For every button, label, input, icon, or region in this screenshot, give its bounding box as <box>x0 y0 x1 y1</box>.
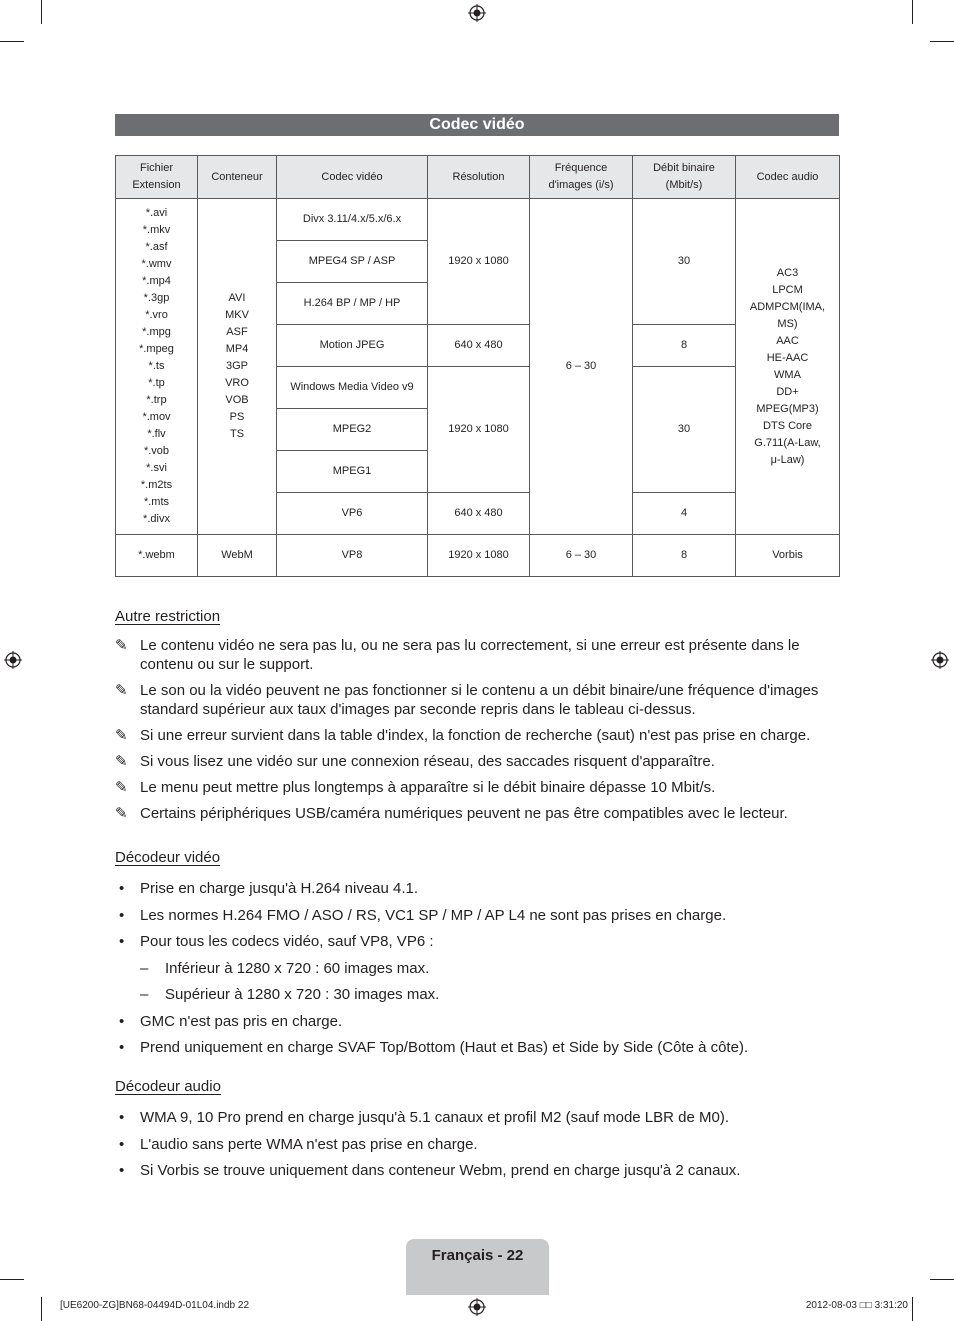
crop-mark <box>912 1297 913 1321</box>
bullet-icon: • <box>119 906 125 924</box>
crop-mark <box>0 1279 24 1280</box>
bullet-icon: • <box>119 933 125 950</box>
decodeur-audio-heading: Décodeur audio <box>115 1078 221 1095</box>
codec-cell: MPEG4 SP / ASP <box>277 241 428 283</box>
bullet-icon: • <box>119 1135 125 1153</box>
pencil-note-icon: ✎ <box>115 727 128 744</box>
resolution-cell: 1920 x 1080 <box>428 367 530 493</box>
bullet-icon: • <box>119 1109 125 1126</box>
registration-mark-icon <box>468 4 486 22</box>
dash-icon: – <box>140 986 149 1003</box>
resolution-cell: 1920 x 1080 <box>428 199 530 325</box>
webm-cell: *.webm <box>116 535 198 577</box>
pencil-note-icon: ✎ <box>115 682 128 699</box>
audio-decoder-list <box>115 1108 839 1188</box>
header-cell: Débit binaire (Mbit/s) <box>633 156 736 199</box>
header-cell: Résolution <box>428 156 530 199</box>
header-cell: Conteneur <box>198 156 277 199</box>
containers-cell: AVI MKV ASF MP4 3GP VRO VOB PS TS <box>198 199 277 535</box>
bullet-icon: • <box>119 1162 125 1179</box>
header-cell: Fréquence d'images (i/s) <box>530 156 633 199</box>
pencil-note-icon: ✎ <box>115 753 128 770</box>
list-item: ✎ Le contenu vidéo ne sera pas lu, ou ne sera pas lu correctement, si une erreur est présente dans le contenu ou sur le support. <box>115 637 800 673</box>
codec-cell: VP6 <box>277 493 428 535</box>
bullet-icon: • <box>119 1039 125 1056</box>
codec-cell: MPEG1 <box>277 451 428 493</box>
list-item: • GMC n'est pas pris en charge. <box>119 1012 343 1030</box>
crop-mark <box>0 41 24 42</box>
audio-codec-cell: AC3 LPCM ADMPCM(IMA, MS) AAC HE-AAC WMA DD+ MPEG(MP3) DTS Core G.711(A-Law, μ-Law) <box>736 199 840 535</box>
pencil-note-icon: ✎ <box>115 805 128 822</box>
webm-cell: 8 <box>633 535 736 577</box>
table-header-row <box>116 156 840 199</box>
webm-cell: VP8 <box>277 535 428 577</box>
video-decoder-list <box>115 879 839 1065</box>
registration-mark-icon <box>468 1298 486 1316</box>
extensions-cell: *.avi *.mkv *.asf *.wmv *.mp4 *.3gp *.vro *.mpg *.mpeg *.ts *.tp *.trp *.mov *.flv *.vob *.svi *.m2ts *.mts *.divx <box>116 199 198 535</box>
registration-mark-icon <box>931 651 949 669</box>
list-item: ✎ Si une erreur survient dans la table d'index, la fonction de recherche (saut) n'est pas prise en charge. <box>115 727 811 744</box>
table-row <box>116 199 840 241</box>
list-item: ✎ Le menu peut mettre plus longtemps à apparaître si le débit binaire dépasse 10 Mbit/s. <box>115 779 716 796</box>
webm-cell: 6 – 30 <box>530 535 633 577</box>
bullet-icon: • <box>119 880 125 897</box>
list-item: ✎ Certains périphériques USB/caméra numériques peuvent ne pas être compatibles avec le lecteur. <box>115 805 788 822</box>
imprint-file: [UE6200-ZG]BN68-04494D-01L04.indb 22 <box>60 1300 250 1311</box>
decodeur-video-heading: Décodeur vidéo <box>115 849 221 866</box>
header-cell: Fichier Extension <box>116 156 198 199</box>
autre-restriction-heading: Autre restriction <box>115 608 221 625</box>
codec-cell: H.264 BP / MP / HP <box>277 283 428 325</box>
page-number-tab: Français - 22 <box>406 1239 549 1295</box>
crop-mark <box>41 0 42 24</box>
list-item: • WMA 9, 10 Pro prend en charge jusqu'à 5.1 canaux et profil M2 (sauf mode LBR de M0). <box>119 1109 730 1126</box>
bullet-icon: • <box>119 1012 125 1030</box>
webm-cell: Vorbis <box>736 535 840 577</box>
imprint-date: 2012-08-03 □□ 3:31:20 <box>805 1300 908 1311</box>
bitrate-cell: 8 <box>633 325 736 367</box>
codec-cell: MPEG2 <box>277 409 428 451</box>
codec-table <box>115 155 840 577</box>
bitrate-cell: 4 <box>633 493 736 535</box>
bitrate-cell: 30 <box>633 199 736 325</box>
list-item: • Si Vorbis se trouve uniquement dans conteneur Webm, prend en charge jusqu'à 2 canaux. <box>119 1162 741 1179</box>
pencil-note-icon: ✎ <box>115 779 128 796</box>
list-item: • Prend uniquement en charge SVAF Top/Bottom (Haut et Bas) et Side by Side (Côte à côte). <box>119 1039 749 1056</box>
webm-cell: 1920 x 1080 <box>428 535 530 577</box>
header-cell: Codec audio <box>736 156 840 199</box>
list-item: • Les normes H.264 FMO / ASO / RS, VC1 SP / MP / AP L4 ne sont pas prises en charge. <box>119 906 727 924</box>
section-title-bar: Codec vidéo <box>115 114 839 136</box>
list-item: ✎ Le son ou la vidéo peuvent ne pas fonctionner si le contenu a un débit binaire/une fréquence d'images standard supérieur aux taux d'images par seconde repris dans le tableau ci-dessus. <box>115 682 819 718</box>
list-item: – Supérieur à 1280 x 720 : 30 images max. <box>140 986 440 1003</box>
codec-cell: Windows Media Video v9 <box>277 367 428 409</box>
pencil-note-icon: ✎ <box>115 637 128 654</box>
list-item: • L'audio sans perte WMA n'est pas prise en charge. <box>119 1135 478 1153</box>
dash-icon: – <box>140 959 149 977</box>
resolution-cell: 640 x 480 <box>428 325 530 367</box>
list-item: • Prise en charge jusqu'à H.264 niveau 4.1. <box>119 880 419 897</box>
table-row <box>116 535 840 577</box>
list-item: • Pour tous les codecs vidéo, sauf VP8, VP6 : <box>119 933 434 950</box>
restriction-notes <box>115 636 839 830</box>
crop-mark <box>41 1297 42 1321</box>
registration-mark-icon <box>4 651 22 669</box>
crop-mark <box>930 1279 954 1280</box>
header-cell: Codec vidéo <box>277 156 428 199</box>
resolution-cell: 640 x 480 <box>428 493 530 535</box>
list-item: – Inférieur à 1280 x 720 : 60 images max. <box>140 959 430 977</box>
codec-cell: Motion JPEG <box>277 325 428 367</box>
bitrate-cell: 30 <box>633 367 736 493</box>
crop-mark <box>912 0 913 24</box>
webm-cell: WebM <box>198 535 277 577</box>
codec-cell: Divx 3.11/4.x/5.x/6.x <box>277 199 428 241</box>
framerate-cell: 6 – 30 <box>530 199 633 535</box>
crop-mark <box>930 41 954 42</box>
list-item: ✎ Si vous lisez une vidéo sur une connexion réseau, des saccades risquent d'apparaître. <box>115 753 715 770</box>
